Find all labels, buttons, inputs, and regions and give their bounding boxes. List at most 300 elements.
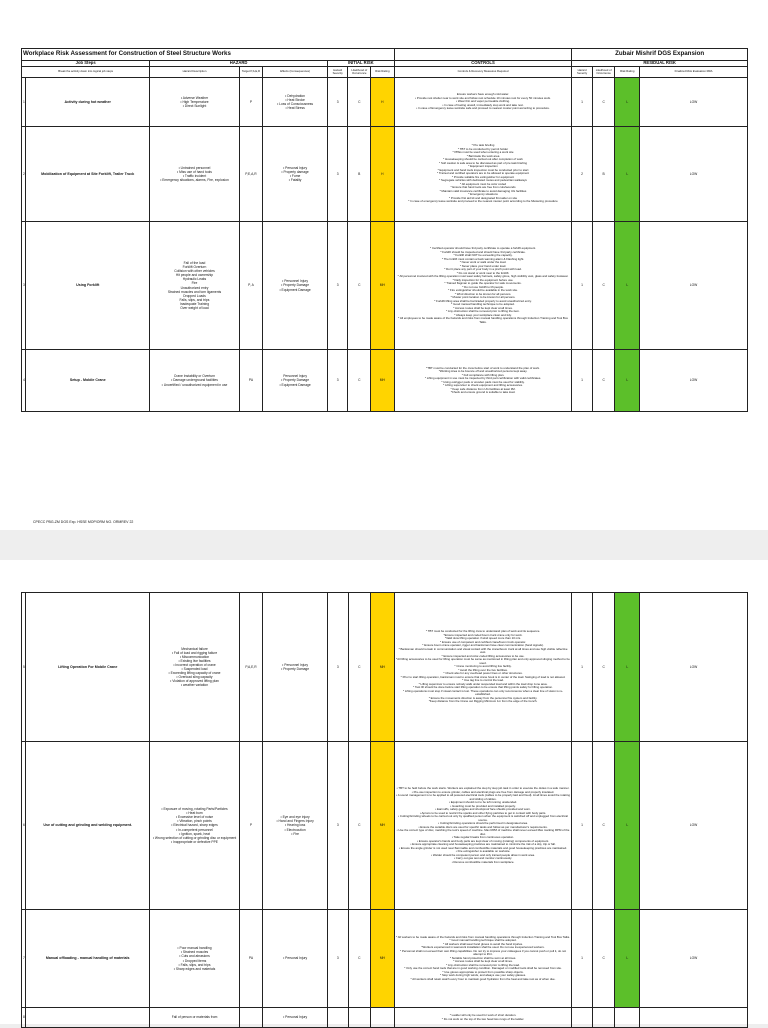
residual-rating-cell: L [615,222,640,350]
controls-list-line: • Welder should be competent person and only trained people allow in work area. [431,852,535,857]
hazard-list [150,78,239,127]
group-hazard: HAZARD [150,61,328,67]
severity-cell: 3 [327,78,348,127]
subheader-r-rating: Risk Rating [615,67,640,78]
controls-list-line: * Good manual handling technique to be adopted. [451,302,515,306]
residual-rating-cell: L [615,593,640,742]
job-step: Manual offloading - manual handling of materials [26,910,150,1008]
risk-rating-cell: MH [371,910,395,1008]
residual-likelihood-cell [592,1008,615,1028]
residual-rating-cell: L [615,910,640,1008]
hazard-list-line: Inadequate Training [179,301,210,306]
controls-list-line: • TBT to be held before the work starts. Workers are explained the step by step job task in order to execute the duties in a safe manner. [396,786,570,790]
hazard-list-line: • Miscommunication [179,654,210,659]
controls-list-line: * Any obstruction shall be removed prior to lifting the load. [446,962,520,967]
document-title: Workplace Risk Assessment for Construction of Steel Structure Works [22,49,395,61]
controls-list-line: * Provide suitable fire extinguisher for equipment [451,174,515,179]
hazard-list-line: • Fall of load and rigging failure [171,650,218,655]
controls-list-line: • Use the correct type of disc, matching the tool's speed of machine. Max RPM of machine shall never exceed Max marking RPM of the disc. [396,828,570,836]
target-cell: P [239,78,263,127]
controls-list-line: * Ensure inspected and color-coded lifting accessories to be use. [441,653,525,658]
residual-likelihood-cell: C [592,742,615,910]
effects-list-line: • Hand and Fingers Injury [276,819,314,824]
controls-list-line: * Segregate vehicles with dedicated routes and pedestrian walkways [439,178,527,183]
controls-list-line: * Banksman should remain in communication and visual contact with the crane/boom truck at all times and use high visible reflective vest. [398,646,568,655]
controls-list [394,910,572,1008]
residual-severity-cell: 1 [572,350,593,412]
effects-list-line: • Dehydration [285,93,306,98]
controls-list-line: *All lifting accessories to be used for lifting operation must be same as mentioned in lifting plan and only approved slinging method to be used. [396,657,570,665]
subheader-hazard-desc: Hazard Description [150,67,239,78]
controls-list-line: * Equipment and hand tools inspection must be conducted prior to start [437,167,529,172]
controls-list-line: * Full compliance with lifting plan. [461,372,505,377]
controls-list-line: * Always keep your workplace clean and tidy. [454,312,512,317]
effects-list-line: Personnel Injury [283,374,308,379]
risk-rating-cell: H [371,78,395,127]
residual-rating-cell [615,1008,640,1028]
subheader-r-likelihood: Likelihood of Occurrence [592,67,615,78]
controls-list-line: * Maintain valid insurance certificate to avoid damaging UG facilities [439,188,527,193]
hazard-list-line: Over weight of load [180,305,209,310]
controls-list-line: * TBT to be conducted by permit holder [457,146,509,151]
likelihood-cell: C [348,910,371,1008]
likelihood-cell: B [348,127,371,222]
controls-list-line: * Do not stand or work near to the forklift. [456,270,510,275]
hazard-list-line: • Falls, slips, and trips [178,962,211,967]
likelihood-cell [348,1008,371,1028]
controls-list-line: * Test lift should be done before start lifting operation to be ensure that lifting points safety for lifting operation. [413,685,553,690]
project-name: Zubair Mishrif DGS Expansion [572,49,748,61]
controls-list-line: * Do not use forklift to lift people. [462,284,504,289]
hazard-list-line: • Overload sling capacity [176,675,213,680]
controls-list-line: * Barricade the work area [466,153,500,158]
hazard-list-line: • Damage underground facilities [171,378,218,383]
hazard-list-line: • Violation of approved lifting plan [170,679,219,684]
controls-list-line: * Stop work during high winds, and always use your safety glasses. [440,973,526,978]
risk-rating-cell: MH [371,742,395,910]
controls-list-line: • Provide rest shelter near to work site and follow rest schedule 10 minutes rest for every 50 minutes work. [415,95,551,100]
subheader-r-severity: Hazard Severity [572,67,593,78]
controls-list-line: * Soft caution & safe area to be discussed as part of pre task briefing [439,160,527,165]
post-evaluation-cell: LOW [640,78,748,127]
controls-list-line: * Use tag line to control the load. [462,678,504,683]
controls-list-line: * Keep safe distance from UG facilities at least 3M. [450,386,516,391]
hazard-list-line: • Adverse Weather [180,95,209,100]
residual-rating-cell: L [615,127,640,222]
hazard-list-line: • High Temperature [180,99,209,104]
post-evaluation-cell: LOW [640,222,748,350]
hazard-list-line: • Incorrect operation of crane [173,662,216,667]
controls-list-line: * Daily inspection for the equipment before use. [452,277,514,282]
severity-cell: 3 [327,593,348,742]
hazard-list-line: • Excessive level of noise [175,815,214,820]
controls-list-line: * All personnel involved with the lifting operation must wear safety helmets, safety glove, high visibility vest, glass and safety footwear. [397,274,569,278]
effects-list-line: • Loss of Consciousness [277,102,314,106]
row-number: 7 [22,910,26,1008]
group-job-steps: Job Steps [22,61,150,67]
effects-list-line: • Property Damage [281,378,310,383]
controls-list-line: * Trained and certified operators are to be allowed to operate equipment [436,171,530,176]
effects-list [263,78,328,127]
likelihood-cell: C [348,742,371,910]
hazard-list-line: • In-competent personnel [176,827,213,832]
hazard-list-line: • Exceeding lifting capacity of crane [168,671,221,676]
controls-list-line: * Never place your hand under load. [459,263,507,268]
effects-list-line: • Eye and eye injury [280,815,310,820]
table-row [22,78,748,127]
hazard-list-line: • Cuts and abrasions [179,954,210,959]
hazard-list-line: • Exposure of moving, rotating Parts/Particles [161,807,228,812]
controls-list-line: *Workers experienced in teamwork installation shall be used. Do not use inexperienced workers. [421,945,545,950]
hazard-list-line: • Suspended load [181,667,208,671]
target-cell: P, A [239,222,263,350]
subheader-risk-rating: Risk Rating [371,67,395,78]
controls-list-line: • Cutting/Grinding operations should be performed in designated area. [438,821,528,825]
residual-rating-cell: L [615,350,640,412]
residual-severity-cell: 2 [572,127,593,222]
controls-list-line: * Ensure boom crane operator, rigger and banksman have clear communication (hand signals). [422,643,544,648]
controls-list-line: * Emergency situations [468,192,498,197]
residual-likelihood-cell: C [592,222,615,350]
controls-list-line: Ensure workers have enough cold water. [456,92,510,97]
hazard-list-line: Crane Instability or Overturn [173,374,216,379]
severity-cell: 3 [327,127,348,222]
residual-severity-cell: 1 [572,593,593,742]
controls-list-line: * Avoid the lifting over the live facilities. [458,667,508,672]
target-cell: P,A,E,R [239,593,263,742]
post-evaluation-cell: LOW [640,910,748,1008]
job-step: Mobilization of Equipment at Site Forklift, Trailer Truck [26,127,150,222]
post-evaluation-cell [640,1008,748,1028]
hazard-list-line: Falls, slips, and trips [179,297,210,302]
row-number: 1 [22,78,26,127]
controls-list-line: * Lifting supervisor to ensure nobody walk under suspended load and within the load drop zone area. [418,681,548,686]
effects-list [263,1008,328,1028]
controls-list-line: * All workers shall wear hand gloves to avoid the hand injuries. [443,941,523,946]
hazard-list-line: Hit people and ownership [175,273,214,278]
controls-list-line: • In case of feeling unwell, immediately stop work and take rest. [442,102,524,107]
hazard-list [150,742,239,910]
controls-list-line: * All employees to be made aware of the hazards and risks from manual handling operations through Induction Training and Tool Box Talks. [398,316,568,324]
group-residual-risk: RESIDUAL RISK [572,61,748,67]
hazard-list [150,350,239,412]
effects-list-line: • Electrocution [284,827,306,832]
job-step: Setup - Mobile Crane [26,350,150,412]
residual-rating-cell: L [615,78,640,127]
controls-list-line: * Check also for any overhead power lines or other structures. [443,671,523,676]
residual-severity-cell: 1 [572,742,593,910]
document-page-2 [0,560,768,1024]
post-evaluation-cell: LOW [640,742,748,910]
controls-list [394,350,572,412]
controls-list-line: • Carry out gas test and monitor continuously. [453,856,513,860]
subheader-severity: Hazard Severity [327,67,348,78]
table-row [22,1008,748,1028]
hazard-list-line: Dropped Loads [183,293,206,298]
controls-list-line: * Suitable hand protection shall be worn at all times. [449,955,517,960]
table-row [22,350,748,412]
effects-list-line: • Property Damage [281,283,310,288]
controls-list [394,1008,572,1028]
controls-list-line: * TBT must be conducted for the lifting crew to understand plan of work and its sequence. [425,629,541,634]
residual-likelihood-cell: C [592,78,615,127]
hazard-list-line: • Inappropriate or defective PPE [171,839,218,844]
controls-list [394,127,572,222]
controls-list-line: • In case of Emergency leave worksite safe and proceed to nearest muster point according to procedure. [416,106,550,111]
effects-list-line: • Hearing loss [284,823,306,828]
controls-list-line: *Check and ensure ground is suitable to take load. [450,390,516,394]
likelihood-cell: C [348,350,371,412]
subheader-job-steps: Break the activity down into logical job steps [22,67,150,78]
effects-list-line: • Equipment Damage [279,287,311,292]
severity-cell: 3 [327,350,348,412]
table-row [22,127,748,222]
controls-list-line: * Only use the correct hand tools that are in good working condition. Damaged or modified tools shall be removed from site. [404,966,562,971]
controls-list-line: • Ensure the suitable discs are used for specific tasks and follow as per manufacturer's requirements. [418,824,548,829]
controls-list-line: • Equipment should not to be left running unattended. [448,800,518,804]
residual-likelihood-cell: C [592,350,615,412]
subheader-likelihood: Likelihood of Occurrence [348,67,371,78]
controls-list-line: * Crane monitoring to avoid lifting live facility. [454,664,512,669]
controls-list-line: * Ladder will only be used for work of short duration. [449,1013,517,1017]
severity-cell: 3 [327,222,348,350]
controls-list-line: *Valid slow lifting operation if wind speed more than 10 m/s. [444,636,522,641]
effects-list-line: • Personal Injury [283,165,308,170]
controls-list-line: * Personnel shall not exceed their own lifting capabilities. Do not try to impress your colleagues if you cannot push or pull it, do not attempt to lift it. [400,948,566,957]
group-initial-risk: INITIAL RISK [327,61,394,67]
controls-list-line: * Prior to start lifting operation, banksman must to ensure that crane hook is in center of the load. Swinging of load is not allowed. [400,674,566,679]
controls-list [394,742,572,910]
controls-list-line: * Pre task briefing [471,143,495,148]
controls-list-line: * Lifting operations must stop if visual contact is lost. These operations can only recommence when a clear line of vision is re-established. [402,688,564,697]
target-cell: P [239,742,263,910]
post-evaluation-cell: LOW [640,350,748,412]
document-footer: CPECC PBG-ZM DGS Exp. HSSE MOP/ORM NO. ORMREV 22 [33,520,134,524]
effects-list-line: • Fire [291,831,299,836]
hazard-list-line: • Emergency situations, alarms, Fire, explosion [160,178,229,183]
controls-list-line: * Lifting equipment in use must be inspected by third part certification with valid certificates. [424,376,542,380]
controls-list-line: * All equipment must be color coded [459,181,507,186]
row-number: 5 [22,593,26,742]
job-step: Use of cutting and grinding and welding equipment. [26,742,150,910]
hazard-list-line: • Ignition, spark, heat [179,831,210,836]
hazard-list-line: Forklift Overturn [182,265,207,270]
controls-list-line: * Equipment inspection [468,164,498,169]
risk-rating-cell: H [371,127,395,222]
controls-list-line: * Access routes shall be kept clear at all times. [453,959,513,964]
post-evaluation-cell: LOW [640,127,748,222]
controls-list-line: * Ensure the movements direction is away from the personnel fire system and facility. [428,695,538,700]
controls-list-line: * Do not work on the top of the two head two rungs of the ladder. [441,1016,525,1021]
hazard-list [150,910,239,1008]
row-number: 4 [22,350,26,412]
risk-rating-cell: MH [371,222,395,350]
controls-list [394,593,572,742]
risk-rating-cell: MH [371,350,395,412]
controls-list-line: • A sound management is to be applied to all powered electrical tools (cables to be properly laid and fixed). At all times avoid the rotating and sliding of cables. [396,793,570,801]
likelihood-cell: C [348,222,371,350]
controls-list-line: *Working Area to be bounce off and unauthorized persons kept away. [438,369,528,373]
controls-list-line: • Ensure appropriate cleaning and housekeeping practices are maintained to minimize the risk of a slip, trip or fall. [410,842,556,846]
hazard-list-line: • Dropped items [182,958,207,963]
hazard-list-line: Fall of the load [183,260,206,265]
controls-list-line: • Earmuffs, safety goggles and shockproof face shields provided and worn. [435,807,531,811]
controls-list-line: • Ensure the angle grinder is not used near flammable and combustible materials and good housekeeping practices are maintained. [398,845,568,850]
controls-list-line: * Forklift shall NOT be exceeding the capacity. [453,253,513,257]
controls-list-line: • Cutting/Grinding wheels to be carried out only by qualified person when the equipment is switched off and unplugged from electrical source. [398,814,568,822]
hazard-list [150,593,239,742]
hazard-list-line: • Electrical hazard, sharp edges [171,823,218,828]
target-cell [239,1008,263,1028]
controls-list-line: • Remove combustible materials from workplace. [451,859,515,864]
table-row [22,742,748,910]
effects-list-line: • Fatality [288,178,302,183]
controls-list-line: *Keep distance from the Crane out Rigging Minimum 1m from the edge of the trench. [428,699,538,704]
effects-list-line: • Fume [289,174,301,178]
row-number: 6 [22,742,26,910]
hazard-list-line: • weather variation [180,683,209,688]
controls-list [394,78,572,127]
residual-rating-cell: L [615,742,640,910]
controls-list-line: * Forklift should be inspected and should have 3rd party certificate. [440,249,526,254]
hazard-list-line: • Sharp edges and materials [173,966,216,971]
controls-list-line: * In case of emergency leave worksite and proceed to the nearest muster point according to the Mustering procedure [408,199,558,204]
subheader-post-eval: Finalized Risk Evaluation RRA [640,67,748,78]
hazard-list-line: • Poor manual handling [177,946,212,951]
controls-list-line: * All workers shall retain watch every hour to maintain good hydration from the heat and take rest as of when due. [410,976,556,981]
hazard-list-line: Strained muscles and torn ligaments [167,289,222,294]
hazard-list-line: • Traffic incident [182,174,207,178]
hazard-list-line: • Vibration, pinch points [177,819,212,824]
residual-likelihood-cell: C [592,593,615,742]
controls-list-line: * Provide first aid kit and designated first aider on site [448,195,518,200]
hazard-list-line: • Wrong selection of cutting or grinding disc or equipment [152,835,237,840]
controls-list-line: * Using outrigger pads or wooden pads must be used for stability. [441,379,525,384]
effects-list-line: • Heat Stroke [285,97,305,102]
controls-list-line: * Wind direction to be known for all persons. [454,291,512,296]
subheader-target: Target P,A,E,R [239,67,263,78]
controls-list-line: * The forklift must contain a back warning alarm & Flashing light. [441,256,525,261]
controls-list-line: • Ensure operator's hands and body parts are kept clear of moving (rotating) components of equipment. [416,838,550,843]
effects-list-line: • Property damage [281,169,309,174]
effects-list-line: • Equipment Damage [279,382,311,387]
effects-list-line: • Property Damage [281,667,310,671]
controls-list-line: * Don't place any part of your body in a pinch point with load. [444,267,522,271]
row-number: 2 [22,127,26,222]
target-cell: P,E,A,R [239,127,263,222]
risk-assessment-table-2 [21,592,748,1028]
controls-list-line: * PPEs must be used when entering a work site [452,150,514,155]
effects-list [263,350,328,412]
severity-cell [327,1008,348,1028]
controls-list-line: • Wear thin and vapor permeable clothing. [456,99,510,104]
target-cell: PA [239,350,263,412]
controls-list-line: • Guarding must be provided and installed properly. [450,803,516,808]
residual-likelihood-cell: B [592,127,615,222]
controls-list-line: * Ensure that hand tools are free from cuts/wounds [450,185,516,190]
table-row [22,222,748,350]
job-step: Activity during hot weather [26,78,150,127]
controls-list-line: *Ensure inspected and coded boom truck crane only for work. [443,632,523,637]
controls-list-line: * Fire extinguisher should be available in the work site. [448,288,518,292]
controls-list-line: * Certified operator should have 3rd party certificate to operate a forklift equipment. [430,246,536,250]
effects-list-line: • Personal Injury [283,956,308,961]
controls-list-line: * Forklift lifting area shall be barricaded properly to avoid unauthorized entry. [434,298,532,303]
job-step [26,1008,150,1028]
effects-list-line: • Heat Stress [285,106,305,111]
group-controls: CONTROLS [394,61,572,67]
hazard-list-line: • Direct Sunlight [182,104,207,109]
target-cell: PA [239,910,263,1008]
hazard-list-line: Fire [191,281,198,286]
controls-list-line: * Use gloves appropriate to protect from possible sharp objects. [442,969,524,974]
row-number: 3 [22,222,26,350]
residual-likelihood-cell: C [592,910,615,1008]
job-step: Lifting Operation For Mobile Crane [26,593,150,742]
risk-assessment-table-1 [21,48,748,412]
controls-list-line: * Muster point location to be known for all persons. [450,295,516,299]
controls-list-line: * Ensure use of competent and certified crane/boom truck operator. [440,639,526,644]
subheader-effects: Effects (Consequences) [263,67,328,78]
hazard-list-line: • Existing live facilities [178,658,211,663]
controls-list-line: * All workers to be made aware of the hazards and risks from manual handling operations through Induction Training and Tool Box Talks. [395,934,571,939]
controls-list-line: * Good manual handling technique shall be adopted. [449,938,517,943]
controls-list-line: • Fire extinguisher is available on worksite. [455,849,511,853]
controls-list-line: • Aprons to be used to restrict the sparks and other flying particles to get in contact with body parts. [419,810,547,815]
severity-cell: 3 [327,742,348,910]
hazard-list-line: • Uncertified / unauthorized equipment in use [161,382,228,387]
residual-severity-cell: 1 [572,78,593,127]
controls-list-line: * Access routes shall be kept clear at all times. [453,305,513,310]
hazard-list-line: • Untrained personnel [178,165,211,170]
severity-cell: 3 [327,910,348,1008]
controls-list-line: • Take regular breaks from continuous operation. [451,835,515,839]
controls-list-line: * Trained flagman to guide the operator for safe movements. [444,281,522,285]
controls-list-line: *TBT must be conducted for the crew before start of work to understand the plan of work. [426,365,540,370]
row-number: 8 [22,1008,26,1028]
effects-list-line: • Personal Injury [283,1015,308,1020]
post-evaluation-cell: LOW [640,593,748,742]
controls-list-line: * Housekeeping should be carried out after completion of work [443,157,523,162]
hazard-list-line: Unauthorized entry [180,285,209,290]
hazard-list-line: Fall of person or materials from [171,1015,218,1020]
likelihood-cell: C [348,78,371,127]
residual-severity-cell [572,1008,593,1028]
effects-list [263,222,328,350]
controls-list-line: • Pre-use inspection to ensure grinder, cables and electrical plugs are free from damage and properly insulated. [411,789,555,794]
hazard-list-line: • Miss use of hand tools [177,169,212,174]
residual-severity-cell: 1 [572,910,593,1008]
effects-list [263,742,328,910]
likelihood-cell: C [348,593,371,742]
controls-list-line: * Any obstruction shall be removed prior to lifting the item. [446,309,520,313]
table-row [22,910,748,1008]
hazard-list [150,1008,239,1028]
effects-list-line: • Personnel Injury [282,279,309,284]
risk-rating-cell [371,1008,395,1028]
effects-list-line: • Personnel Injury [282,662,309,667]
controls-list-line: * Never work or walk under the load. [459,260,507,264]
hazard-list-line: • Heat burn [186,811,203,816]
job-step: Using Forklift [26,222,150,350]
hazard-list-line: Mechanical failure [181,646,208,651]
hazard-list-line: Collision with other vehicles [174,269,215,274]
risk-rating-cell: MH [371,593,395,742]
effects-list [263,127,328,222]
hazard-list [150,222,239,350]
controls-list [394,222,572,350]
hazard-list-line: Hydraulic Leaks [182,277,207,282]
